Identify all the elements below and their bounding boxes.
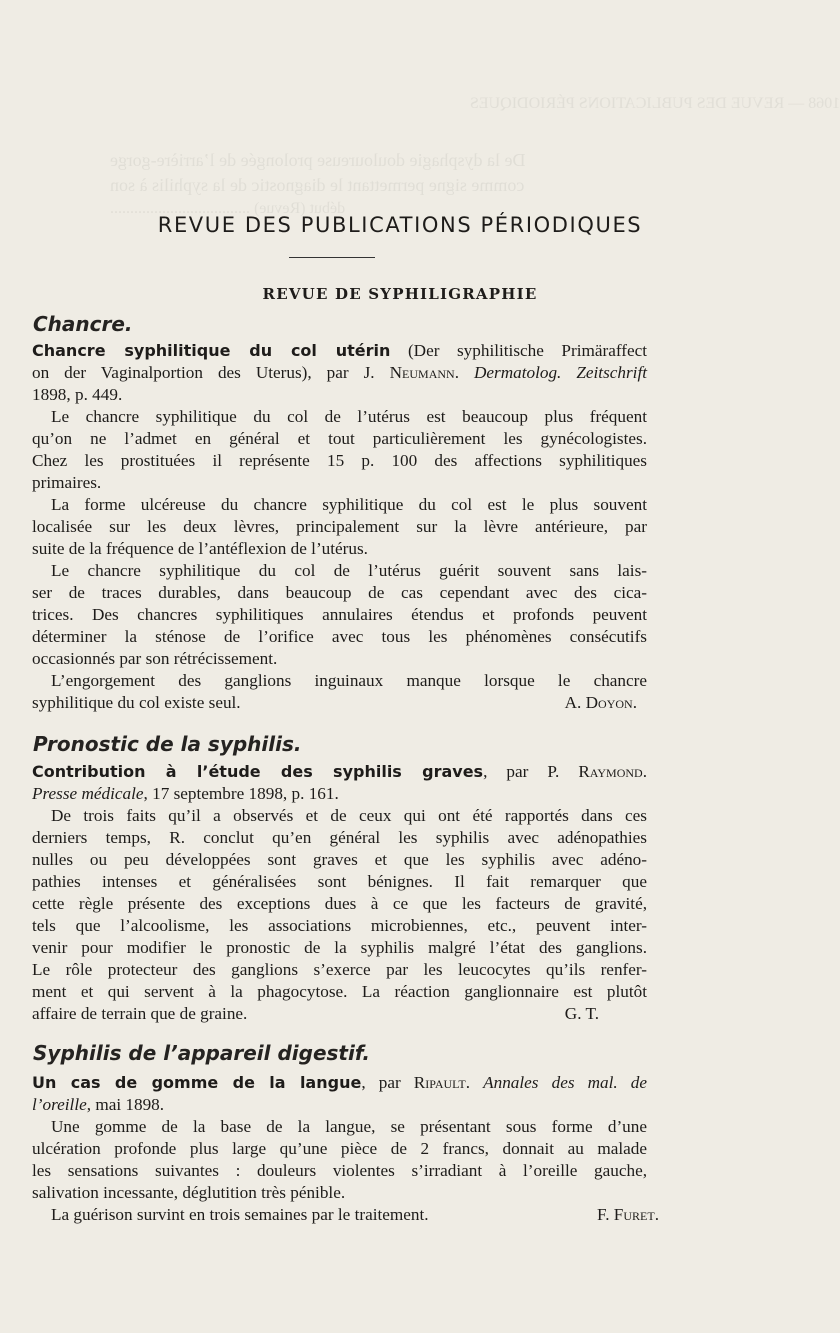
paragraph-line: La forme ulcéreuse du chancre syphilitique du col est le plus souvent [51, 495, 647, 514]
paragraph-text: syphilitique du col existe seul. [32, 693, 241, 712]
article-digestif [32, 1072, 659, 1226]
citation-text: , mai 1898. [86, 1095, 165, 1114]
article-title-line [32, 1072, 647, 1094]
paragraph-line: Une gomme de la base de la langue, se présentant sous forme d’une [51, 1117, 647, 1136]
article-signature: A. Doyon. [564, 693, 637, 712]
title-divider [289, 257, 375, 258]
paragraph-line: ser de traces durables, dans beaucoup de cas cependant avec des cica- [32, 583, 647, 602]
bleed-through-texture: 1068 — REVUE DES PUBLICATIONS PÉRIODIQUES De la dysphagie douloureuse prolongée de l’arrière-gorge comme signe permettant le diagnostic de la syphilis à son début (Revue) ................................... [110, 95, 840, 217]
paragraph-line: nulles ou peu développées sont graves et que les syphilis avec adéno- [32, 850, 647, 869]
article-title-line [32, 340, 647, 362]
paragraph-text: affaire de terrain que de graine. [32, 1004, 248, 1023]
paragraph-line [32, 1204, 659, 1226]
article-title: Un cas de gomme de la langue [32, 1073, 362, 1092]
paragraph-line: ulcération profonde plus large qu’une pièce de 2 francs, donnait au malade [32, 1139, 647, 1158]
paragraph-line: Chez les prostituées il représente 15 p. 100 des affections syphilitiques [32, 451, 647, 470]
paragraph-line [32, 692, 647, 714]
paragraph-line: derniers temps, R. conclut qu’en général les syphilis avec adénopathies [32, 828, 647, 847]
article-chancre [32, 340, 647, 714]
citation-text: , par P. [483, 762, 579, 781]
section-heading-digestif: Syphilis de l’appareil digestif. [33, 1041, 371, 1065]
paragraph-line: ment et qui servent à la phagocytose. La réaction ganglionnaire est plutôt [32, 982, 647, 1001]
article-author: Ripault. [413, 1073, 471, 1092]
page-title: REVUE DES PUBLICATIONS PÉRIODIQUES [157, 213, 643, 237]
paragraph-line: pathies intenses et généralisées sont bénignes. Il fait remarquer que [32, 872, 647, 891]
article-author: Raymond. [578, 762, 647, 781]
citation-text: (Der syphilitische Primäraffect [390, 341, 647, 360]
journal-name: Presse médicale [32, 784, 144, 803]
citation-text: , 17 septembre 1898, p. 161. [143, 784, 339, 803]
paragraph-line: salivation incessante, déglutition très pénible. [32, 1183, 346, 1202]
paragraph-line: L’engorgement des ganglions inguinaux manque lorsque le chancre [51, 671, 647, 690]
citation-text: on der Vaginalportion des Uterus), par J. [32, 363, 390, 382]
citation-line: on der Vaginalportion des Uterus), par J. Neumann. Dermatolog. Zeitschrift [32, 363, 648, 382]
paragraph-line: suite de la fréquence de l’antéflexion de l’utérus. [32, 539, 368, 558]
article-title: Contribution à l’étude des syphilis graves [32, 762, 484, 781]
paragraph-line: Le rôle protecteur des ganglions s’exerce par les leucocytes qu’ils renfer- [32, 960, 647, 979]
paragraph-line: venir pour modifier le pronostic de la syphilis malgré l’état des ganglions. [32, 938, 647, 957]
section-heading-chancre: Chancre. [33, 312, 133, 336]
paragraph-line: qu’on ne l’admet en général et tout particulièrement les gynécologistes. [32, 429, 647, 448]
paragraph-line: Le chancre syphilitique du col de l’utérus guérit souvent sans lais- [51, 561, 647, 580]
paragraph-line: occasionnés par son rétrécissement. [32, 649, 278, 668]
paragraph-line: cette règle présente des exceptions dues à ce que les facteurs de gravité, [32, 894, 647, 913]
article-pronostic [32, 761, 647, 1025]
paragraph-line [32, 1003, 647, 1025]
section-subtitle: REVUE DE SYPHILIGRAPHIE [262, 285, 538, 303]
citation-line: 1898, p. 449. [32, 385, 123, 404]
paragraph-line: primaires. [32, 473, 102, 492]
paragraph-line: De trois faits qu’il a observés et de ceux qui ont été rapportés dans ces [51, 806, 647, 825]
article-signature: G. T. [564, 1004, 599, 1023]
paragraph-line: localisée sur les deux lèvres, principalement sur la lèvre antérieure, par [32, 517, 647, 536]
citation-line [32, 783, 647, 805]
citation-text: , par [361, 1073, 414, 1092]
article-title-line [32, 761, 647, 783]
paragraph-line: les sensations suivantes : douleurs violentes s’irradiant à l’oreille gauche, [32, 1161, 647, 1180]
journal-name: Annales des mal. de [483, 1073, 648, 1092]
section-heading-pronostic: Pronostic de la syphilis. [33, 732, 302, 756]
paragraph-line: trices. Des chancres syphilitiques annulaires étendus et profonds peuvent [32, 605, 647, 624]
citation-line [32, 1094, 647, 1116]
article-signature: F. Furet. [597, 1205, 659, 1224]
paragraph-line: Le chancre syphilitique du col de l’utérus est beaucoup plus fréquent [51, 407, 647, 426]
paragraph-line: tels que l’alcoolisme, les associations microbiennes, etc., peuvent inter- [32, 916, 647, 935]
paragraph-text: La guérison survint en trois semaines par le traitement. [51, 1205, 429, 1224]
article-author: Neumann [389, 363, 455, 382]
article-title: Chancre syphilitique du col utérin [32, 341, 391, 360]
paragraph-line: déterminer la sténose de l’orifice avec tous les phénomènes consécutifs [32, 627, 647, 646]
journal-name: l’oreille [32, 1095, 87, 1114]
journal-name: Dermatolog. Zeitschrift [473, 363, 648, 382]
